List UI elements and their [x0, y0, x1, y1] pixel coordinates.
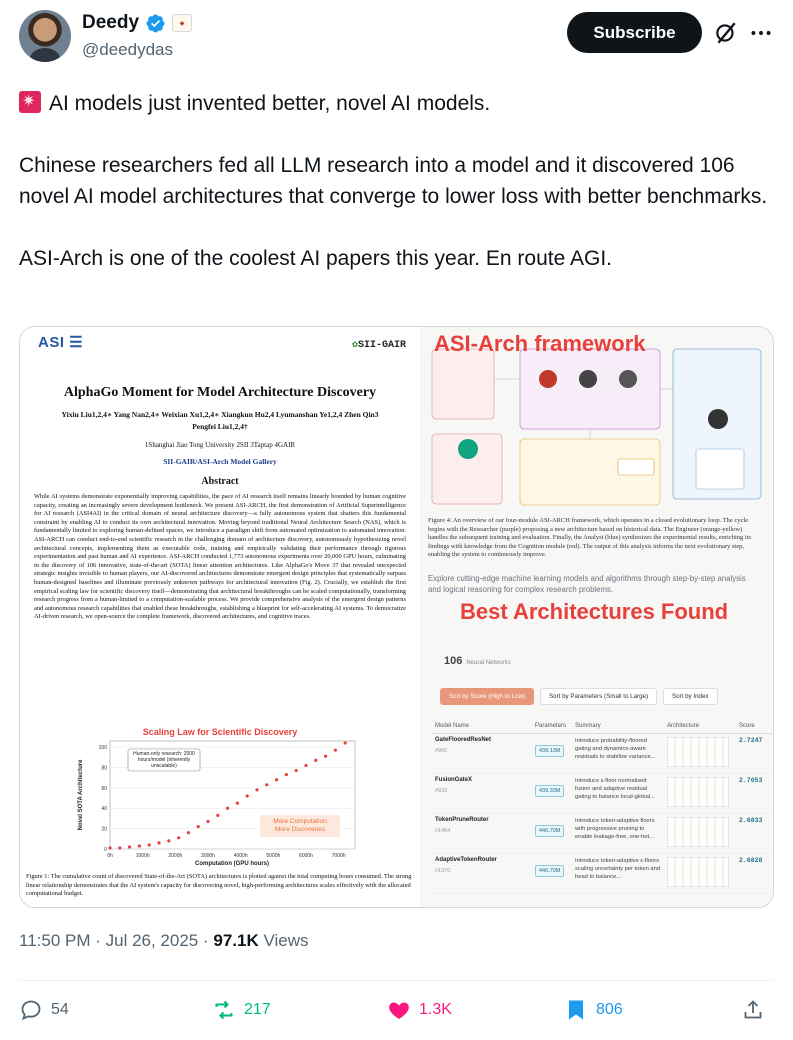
architecture-thumbnail	[667, 857, 729, 887]
model-name: GateFlooredResNet	[435, 737, 492, 743]
x-ticks	[107, 853, 346, 859]
table-header-row	[432, 719, 774, 734]
view-count: 97.1K	[213, 931, 259, 950]
data-point	[226, 807, 229, 810]
y-tick-label: 100	[98, 745, 107, 752]
y-tick-label: 20	[101, 826, 107, 833]
data-point	[148, 843, 151, 846]
best-architectures-title: Best Architectures Found	[460, 599, 729, 624]
affiliate-badge-icon[interactable]: ◆	[172, 14, 192, 32]
tweet-line-1: AI models just invented better, novel AI models.	[49, 92, 491, 115]
reply-icon	[19, 998, 43, 1022]
human-annotation: Human-only research: 2000 hours/model (inherently unscalable)	[133, 751, 195, 769]
data-point	[177, 836, 180, 839]
views-label: Views	[258, 931, 309, 950]
col-architecture: Architecture	[664, 719, 736, 734]
tweet-timestamp[interactable]	[19, 931, 309, 951]
sort-tabs	[440, 688, 718, 705]
bookmark-icon	[564, 998, 588, 1022]
sort-by-index-tab[interactable]: Sort by Index	[663, 688, 717, 705]
openai-icon	[458, 439, 478, 459]
model-id: #1454	[435, 828, 451, 834]
paper-first-page	[20, 327, 420, 908]
x-tick-label: 3000h	[201, 853, 215, 859]
tweet-time: 11:50 PM · Jul 26, 2025 ·	[19, 931, 214, 950]
sort-by-parameters-tab[interactable]: Sort by Parameters (Small to Large)	[540, 688, 657, 705]
paper-authors: Yixiu Liu1,2,4∗ Yang Nan2,4∗ Weixian Xu1,2,4∗ Xiangkun Hu2,4 Lyumanshan Ye1,2,4 Zhen Qin3 Pengfei Liu1,2,4†	[61, 410, 379, 431]
sii-gair-text: SII-GAIR	[357, 340, 406, 351]
x-tick-label: 6000h	[299, 853, 313, 859]
model-id: #965	[435, 748, 448, 754]
network-count	[444, 655, 511, 667]
params-pill: 440.70M	[535, 865, 564, 877]
divider	[19, 980, 774, 981]
author-name[interactable]: Deedy	[82, 12, 140, 33]
more-annotation: More Computation More Discoveries	[273, 818, 327, 833]
params-pill: 440.70M	[535, 825, 564, 837]
architecture-thumbnail	[667, 777, 729, 807]
y-tick-label: 80	[101, 765, 107, 772]
x-tick-label: 1000h	[135, 853, 150, 859]
gallery-description: Explore cutting-edge machine learning models and algorithms through step-by-step analysis and logical reasoning for complex research problems.	[428, 574, 746, 594]
grok-icon[interactable]	[713, 20, 739, 46]
x-tick-label: 7000h	[331, 853, 346, 859]
data-point	[157, 841, 160, 844]
paper-title: AlphaGo Moment for Model Architecture Discovery	[63, 385, 377, 400]
researcher-box	[520, 349, 660, 429]
table-row[interactable]	[432, 854, 774, 894]
author-name-row	[82, 12, 192, 34]
architecture-thumbnail	[667, 737, 729, 767]
analysis-icon	[708, 409, 728, 429]
data-point	[236, 802, 239, 805]
retweet-icon	[212, 998, 236, 1022]
x-tick-label: 2000h	[168, 853, 183, 859]
network-count-label: Neural Networks	[466, 660, 511, 666]
like-count: 1.3K	[419, 1001, 452, 1018]
scaling-law-chart	[70, 727, 370, 867]
model-summary: Introduce token-adaptive ε-floors scaling uncertainty per token and head to balance...	[572, 854, 664, 894]
real-training-box	[618, 459, 654, 475]
y-tick-label: 60	[101, 785, 107, 792]
model-summary: Introduce token-adaptive floors with progressive pruning to enable leakage-free, one-hot...	[572, 814, 664, 854]
figure-4-caption: Figure 4: An overview of our four-module ASI-ARCH framework, which operates in a closed evolutionary loop. The cycle begins with the Researcher (purple) proposing a new architecture based on historical data. The Engineer (orange-yellow) handles the subsequent training and evaluation. Finally, the Analyst (blue) synthesizes the experimental results, enriching its findings with knowledge from the Cognition module (red). The output of this analysis informs the next evolutionary step, enabling the system to continuously improve.	[428, 517, 752, 559]
data-point	[167, 839, 170, 842]
tweet-text	[19, 88, 779, 305]
data-point	[344, 741, 347, 744]
abstract-text: While AI systems demonstrate exponentially improving capabilities, the pace of AI research itself remains linearly bounded by human cognitive capacity, creating an increasingly severe development bottleneck. We present ASI-ARCH, the first demonstration of Artificial Superintelligence for AI research (ASI4AI) in the critical domain of neural architecture discovery—a fully autonomous system that shatters this fundamental constraint by enabling AI to conduct its own architectural innovation. Moving beyond traditional Neural Architecture Search (NAS), which is fundamentally limited to exploring human-defined spaces, we introduce a paradigm shift from automated optimization to automated innovation. ASI-ARCH can conduct end-to-end scientific research in the challenging domain of architecture discovery, autonomously hypothesizing novel architectural concepts, implementing them as executable code, training and empirically validating their performance through rigorous experimentation and past human and AI experience. ASI-ARCH conducted 1,773 autonomous experiments over 20,000 GPU hours, culminating in the discovery of 106 innovative, state-of-the-art (SOTA) linear attention architectures. Like AlphaGo's Move 37 that revealed unexpected strategic insights invisible to human players, our AI-discovered architectures demonstrate emergent design principles that systematically surpass human-designed baselines and illuminate previously unknown pathways for architectural innovation (Fig. 2). Crucially, we establish the first empirical scaling law for scientific discovery itself—demonstrating that architectural breakthroughs can be scaled computationally, transforming research progress from a human-limited to a computation-scalable process. We provide comprehensive analysis of the emergent design patterns and autonomous research capabilities that enabled these breakthroughs, establishing a blueprint for self-accelerating AI systems. To democratize AI-driven research, we open-source the complete framework, discovered architectures, and cognitive traces.	[34, 493, 406, 621]
framework-diagram	[428, 339, 768, 515]
subscribe-button[interactable]: Subscribe	[567, 12, 702, 53]
sii-gair-logo: ✿SII-GAIR	[351, 340, 406, 351]
y-tick-label: 0	[104, 847, 107, 853]
data-point	[314, 759, 317, 762]
model-score: 2.7247	[736, 734, 774, 774]
like-button[interactable]	[387, 998, 452, 1022]
heart-icon	[387, 998, 411, 1022]
model-id: #933	[435, 788, 448, 794]
abstract-heading: Abstract	[201, 476, 239, 487]
cognition-box	[432, 349, 494, 419]
share-icon	[741, 998, 765, 1022]
data-point	[118, 846, 121, 849]
chart-title: Scaling Law for Scientific Discovery	[142, 727, 298, 737]
bookmark-count: 806	[596, 1001, 623, 1018]
table-row[interactable]	[432, 814, 774, 854]
data-point	[285, 773, 288, 776]
model-id: #1370	[435, 868, 451, 874]
x-tick-label: 4000h	[233, 853, 248, 859]
architecture-thumbnail	[667, 817, 729, 847]
paper-links: SII-GAIR/ASI-Arch Model Gallery	[163, 457, 277, 466]
col-summary: Summary	[572, 719, 664, 734]
framework-title: ASI-Arch framework	[434, 331, 646, 356]
more-options-icon[interactable]	[748, 20, 774, 46]
siren-emoji-icon	[19, 91, 41, 113]
data-point	[275, 778, 278, 781]
model-summary: Introduce probability-floored gating and dynamics-aware residuals to stabilize variance...	[572, 734, 664, 774]
data-point	[197, 825, 200, 828]
data-point	[128, 845, 131, 848]
data-point	[255, 788, 258, 791]
col-parameters: Parameters	[532, 719, 572, 734]
check-icon	[619, 370, 637, 388]
network-count-value: 106	[444, 655, 463, 667]
x-tick-label: 5000h	[266, 853, 281, 859]
y-ticks	[99, 745, 108, 853]
tweet-line-2: Chinese researchers fed all LLM research into a model and it discovered 106 novel AI model architectures that converge to lower loss with better benchmarks.	[19, 154, 768, 208]
tweet-media-image[interactable]	[19, 326, 774, 908]
avatar[interactable]	[19, 10, 71, 62]
chart-ylabel: Novel SOTA Architecture	[78, 759, 84, 831]
data-point	[216, 814, 219, 817]
model-name: AdaptiveTokenRouter	[435, 857, 497, 863]
action-bar	[19, 998, 779, 1028]
analyst-list-box	[696, 449, 744, 489]
data-point	[334, 749, 337, 752]
data-point	[304, 764, 307, 767]
model-name: TokenPruneRouter	[435, 817, 489, 823]
paper-affiliations: 1Shanghai Jiao Tong University 2SII 3Taptap 4GAIR	[144, 441, 296, 449]
figure-1-caption: Figure 1: The cumulative count of discovered State-of-the-Art (SOTA) architectures is plotted against the total computing hours consumed. The strong linear relationship demonstrates that the AI system's capacity for discovering novel, high-performing architectures scales effectively with the allocated computational budget.	[26, 873, 412, 898]
reply-button[interactable]	[19, 998, 69, 1022]
tweet-line-3: ASI-Arch is one of the coolest AI papers this year. En route AGI.	[19, 247, 612, 270]
author-handle[interactable]: @deedydas	[82, 40, 173, 59]
model-summary: Introduce ε-floor normalised fusion and adaptive residual gating to balance local-global...	[572, 774, 664, 814]
data-point	[265, 783, 268, 786]
share-button[interactable]	[741, 998, 765, 1022]
data-point	[206, 820, 209, 823]
data-point	[108, 846, 111, 849]
architectures-table	[432, 719, 774, 894]
data-point	[138, 844, 141, 847]
params-pill: 439.13M	[535, 745, 564, 757]
data-point	[295, 769, 298, 772]
asi-logo: ASI ☰	[38, 334, 84, 351]
params-pill: 439.33M	[535, 785, 564, 797]
retweet-button[interactable]	[212, 998, 271, 1022]
x-tick-label: 0h	[107, 853, 113, 859]
framework-panel	[420, 327, 774, 908]
sort-by-score-tab[interactable]: Sort by Score (High to Low)	[440, 688, 534, 705]
data-point	[187, 831, 190, 834]
col-model-name: Model Name	[432, 719, 532, 734]
propose-icon	[539, 370, 557, 388]
y-tick-label: 40	[101, 806, 107, 813]
reply-count: 54	[51, 1001, 69, 1018]
table-row[interactable]	[432, 774, 774, 814]
model-name: FusionGateX	[435, 777, 473, 783]
retweet-count: 217	[244, 1001, 271, 1018]
model-score: 2.7053	[736, 774, 774, 814]
table-row[interactable]	[432, 734, 774, 774]
data-point	[324, 755, 327, 758]
data-point	[246, 794, 249, 797]
bookmark-button[interactable]	[564, 998, 623, 1022]
asi-logo-text: ASI	[38, 334, 65, 351]
verified-badge-icon	[145, 13, 166, 34]
code-icon	[579, 370, 597, 388]
chart-xlabel: Computation (GPU hours)	[195, 861, 269, 867]
tweet-header	[0, 0, 793, 80]
model-score: 2.6828	[736, 854, 774, 894]
model-score: 2.6833	[736, 814, 774, 854]
col-score: Score	[736, 719, 774, 734]
